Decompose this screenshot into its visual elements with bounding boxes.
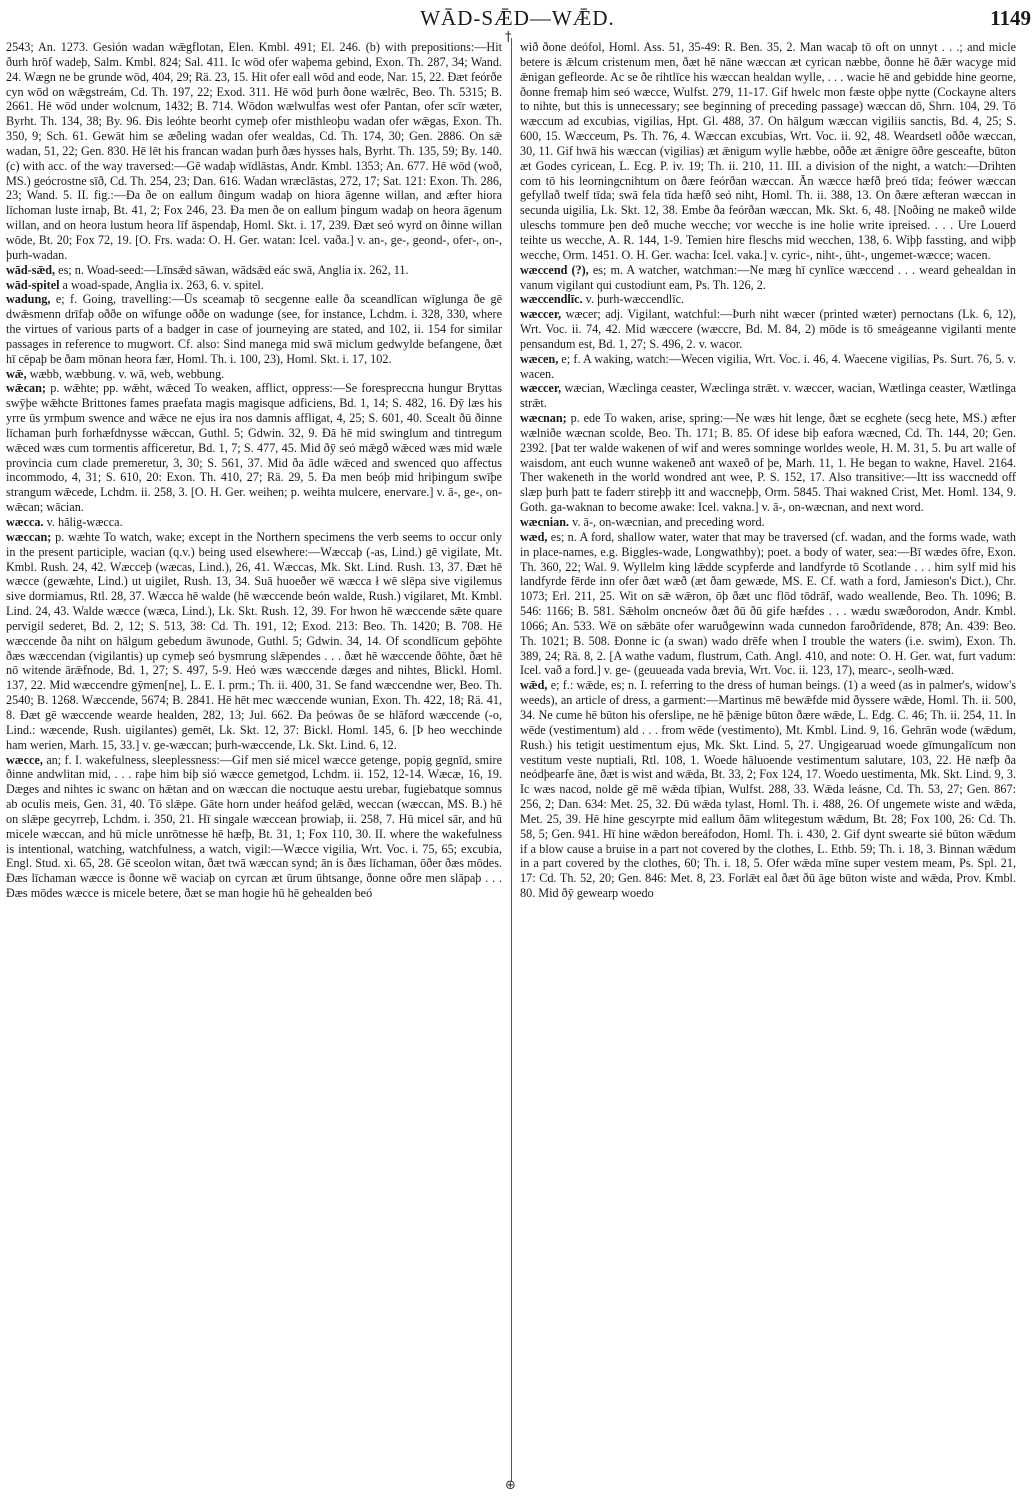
entry-text: e; f. Going, travelling:—Ūs sceamaþ tō secgenne ealle ða sceandlīcan wīglunga ðe gē dwǣsmenn drīfaþ oððe on wīfunge oððe on wadunge (see, for instance, Lchdm. i. 328, 330, where the virtues of various parts of a badger in case of journeying are stated, and 102, ii. 154 for similar passages in reference to mugwort. Cf. also: Sind manega mid swā miclum gedwylde befangene, ðæt hī cēpaþ be ðam mōnan heora fær, Homl. Th. i. 100, 23), Homl. Skt. i. 17, 102.: [6, 292, 502, 366]
page-header: [0, 4, 1035, 36]
entry-headword: wæccendlīc.: [520, 292, 583, 307]
entry-headword: wæccer,: [520, 307, 562, 322]
entry-text: wið ðone deófol, Homl. Ass. 51, 35-49: R. Ben. 35, 2. Man wacaþ tō oft on unnyt . . .; and micle betere is ǣlcum cristenum men, ðæt hē nāne wæccan æt cyrican næbbe, ðonne hē ðǣr wacyge mid ǣnigan gefleorde. Ac se ðe rihtlīce his wæccan healdan wylle, . . . wacie hē and gebidde hine georne, ðonne fremaþ him seó wæcce, Wulfst. 279, 11-17. Gif hwelc mon fæste oþþe nytte (Cockayne alters to nihte, but this is unnecessary; see beginning of preceding passage) wæccan dō, Shrn. 104, 29. Tō wæccum ad excubias, vigilias, Hpt. Gl. 488, 37. On hālgum wæccan vigiliis sanctis, Bd. 4, 25; S. 600, 15. Wæcceum, Ps. Th. 76, 4. Wæccan excubias, Wrt. Voc. ii. 92, 48. Weardsetl oððe wæccan, 30, 11. Gif hwā his wæccan (vigilias) æt ǣnigum wylle hæbbe, oððe æt ǣnigre ōðre gesceafte, būton æt Godes cyricean, L. Ecg. P. iv. 19; Th. ii. 210, 11. III. a division of the night, a watch:—Drihten com tō his leorningcnihtum on ðære feórðan wæccan. Ān wæcce hæfð þreó tīda; feówer wæccan gefyllað twelf tīda; swā fela tīda hæfð seó niht, Homl. Th. ii. 388, 13. On ðære æfteran wæccan in secunda uigilia, Lk. Skt. 12, 38. Embe ða feórðan wæccan, Mk. Skt. 6, 48. [Noðing ne makeð wilde uleschs tommure þen deð muche wecche; vor wecche is ine holie write ipreised. . . . Ure Louerd teihte us wecche, A. R. 144, 1-9. Temien hire fleschs mid wecchen, 138, 6. Wiþþ fassting, and wiþþ wecche, Orm. 1451. O. H. Ger. wacha: Icel. vaka.] v. cyric-, niht-, ūht-, ungemet-wæcce; wacen.: [520, 40, 1016, 262]
entry-headword: wæccend (?),: [520, 262, 589, 277]
entry-text: e; f. A waking, watch:—Wecen vigilia, Wrt. Voc. i. 46, 4. Waecene vigilias, Ps. Surt. 76, 5. v. wacen.: [520, 351, 1016, 381]
entry-text: p. ede To waken, arise, spring:—Ne wæs hit lenge, ðæt se ecghete (secg hete, MS.) æfter wælniðe wæcnan scolde, Beo. Th. 171; B. 85. Of idese biþ eafora wæcned, Cd. Th. 144, 20; Gen. 2392. [Þat ter walde wakenen of wif and weres somninge worldes weole, H. M. 31, 5. Þu art walle of waisdom, ant euch wunne wakeneð ant waxeð of þe, Marh. 11, 1. He began to wakne, Havel. 2164. Ther wakeneth in the world wondred ant wee, P. S. 152, 17. Also transitive:—Itt iss waccnedd off slæp þurh þatt te faderr stireþþ itt and waccneþþ, Orm. 5845. Thai wakned Crist, Met. Homl. 134, 9. Goth. ga-waknan to become awake: Icel. vakna.] v. ā-, on-wæcnan, and next word.: [520, 411, 1016, 515]
dictionary-entry: [6, 515, 502, 530]
entry-text: wæbb, wæbbung. v. wā, web, webbung.: [29, 366, 225, 381]
entry-text: p. wǣhte; pp. wǣht, wǣced To weaken, afflict, oppress:—Se forespreccna hungur Bryttas swȳþe wǣhcte Brittones fames praefata magis magisque adficiens, Bd. 1, 14; S. 482, 16. Ðȳ læs his yrre ūs yrmþum swence and wǣce ne ejus ira nos damnis affligat, 4, 25; S. 601, 40. Scealt ðū ðinne līchaman þurh forhæfdnysse wǣccan, Guthl. 5; Gdwin. 32, 9. Ðā hē mid swinglum and tintregum wǣced wæs cum tormentis afficeretur, Bd. 1, 7; S. 477, 45. Mid ðȳ seó mǣgð wǣced wæs mid wæle provincia cum clade premeretur, 3, 30; S. 561, 37. Mid ða ādle wǣced and swenced quo affectus incommodo, 4, 31; S. 610, 20: Exon. Th. 410, 27; Rä. 29, 5. Ða men beóþ mid hriþingum swīþe strangum wǣcede, Lchdm. ii. 258, 3. [O. H. Ger. weihen; p. weihta mulcere, enervare.] v. ā-, ge-, on-wǣcan; wācian.: [6, 381, 502, 515]
page-number: 1149: [990, 6, 1031, 30]
entry-headword: wæcen,: [520, 351, 559, 366]
entry-headword: wæd,: [520, 529, 548, 544]
entry-text: v. þurh-wæccendlīc.: [585, 292, 685, 307]
entry-text: an; f. I. wakefulness, sleeplessness:—Gif men sié micel wæcce getenge, popig gegnīd, smire ðinne andwlitan mid, . . . raþe him biþ sió wæcce gemetgod, Lchdm. ii. 152, 12-14. Wæcæ, 16, 19. Dæges and nihtes ic swanc on hǣtan and on wæccan die noctuque aestu urebar, fugiebatque somnus ab oculis meis, Gen. 31, 40. Tō slǣpe. Gāte horn under heáfod gelǣd, weccan (wæccan, MS. B.) hē on slǣpe gecyrreþ, Lchdm. i. 350, 21. Hī singale wæccean þrowiaþ, ii. 258, 7. Hū micel sār, and hū micele wæccan, and hū micle unrōtnesse hē hæfþ, Bt. 31, 1; Fox 110, 30. II. where the wakefulness is intentional, watching, watchfulness, a watch, vigil:—Wæcce vigilia, Wrt. Voc. i. 75, 65; excubia, Engl. Stud. xi. 65, 28. Gē sceolon witan, ðæt twā wæccan synd; ān is ðæs līchaman, ōðer ðæs mōdes. Ðæs līchaman wæcce is ðonne wē waciaþ on cyrcan æt ūrum ūhtsange, ðonne oðre men slāpaþ . . . Ðæs mōdes wæcce is micele betere, ðæt se man hogie hū hē gehealden beó: [6, 752, 502, 901]
entry-headword: wæcca.: [6, 515, 44, 529]
entry-headword: wæccer,: [520, 381, 562, 396]
register-cross-icon: †: [505, 30, 512, 45]
entry-text: e; f.: wǣde, es; n. I. referring to the dress of human beings. (1) a weed (as in palmer's, widow's weeds), an article of dress, a garment:—Martinus mē bewǣfde mid ðyssere wǣde, Homl. Th. ii. 500, 34. Ne cume hē būton his oferslipe, ne hē þǣnige būton ðære wǣde, L. Edg. C. 46; Th. ii. 254, 11. In wēde (vestimentum) ald . . . from wēde (vestimento), Mt. Kmbl. Lind. 9, 16. Gehrān wode (wǣdum, Rush.) his tetigit uestimentum ejus, Mk. Skt. Lind. 5, 27. Ungigearuad woede gīmungalīcum non vestitum veste nuptiali, Rtl. 108, 1. Woede hāluoende vestimentum salutare, 103, 22. Hē næfþ ða neódþearfe āne, ðæt is wist and wǣda, Bt. 33, 2; Fox 124, 17. Woedo uestimenta, Mk. Skt. Lind. 9, 3. Ic wæs nacod, nolde gē mē wǣda tīþian, Wulfst. 288, 33. Wǣda leásne, Cd. Th. 53, 27; Gen. 867: 256, 2; Dan. 634: Met. 25, 32. Ðū wǣda tylast, Homl. Th. i. 488, 26. Of ungemete wiste and wǣda, Met. 25, 39. Hē hine gescyrpte mid eallum ðām wlitegestum wǣdum, Bt. 28; Fox 100, 26: Cd. Th. 58, 5; Gen. 941. Hī hine wǣdon bereáfodon, Homl. Th. i. 430, 2. Gif dynt swearte sié būton wǣdum if a blow cause a bruise in a part not covered by the clothes, L. Ethb. 59; Th. i. 18, 3. Binnan wǣdum in a part covered by the clothes, 60; Th. i. 18, 5. Ofer wǣda mīne super vestem meam, Ps. Spl. 21, 17: Cd. Th. 52, 20; Gen. 846: Met. 8, 23. Forlǣt eal ðæt ðū āge būton wiste and wǣda, Prov. Kmbl. 80. Mid ðȳ gewearp woedo: [520, 678, 1016, 901]
dictionary-entry: [520, 515, 1016, 530]
entry-headword: wǣcan;: [6, 381, 46, 396]
left-column: [6, 40, 502, 1480]
entry-text: es; n. A ford, shallow water, water that may be traversed (cf. wadan, and the forms wade, wath in place-names, e.g. Biggles-wade, Longwathby); poet. a body of water, sea:—Bī wædes ōfre, Exon. Th. 360, 22; Wal. 9. Wyllelm king lǣdde scypferde and landfyrde tō Scotlande . . . him sylf mid his landfyrde fērde inn ofer ðæt wæð (æt ðam gewæde, MS. E. Cf. wath a ford, Jamieson's Dict.), Chr. 1073; Erl. 211, 25. Wit on sǣ wǣron, ōþ ðæt unc flōd tōdrāf, wado weallende, Beo. Th. 1096; B. 546: 1166; B. 581. Sǣholm oncneów ðæt ðū ðū gife hæfdes . . . wædu swæðorodon, Andr. Kmbl. 1066; An. 533. Wē on sǣbāte ofer waruðgewinn wada cunnedon faroðrīdende, 878; An. 439: Beo. Th. 1021; B. 508. Ðonne ic (a swan) wado drēfe when I trouble the waters (i.e. swim), Exon. Th. 389, 24; Rä. 8, 2. [A wathe vadum, flustrum, Cath. Angl. 410, and note: O. H. Ger. wat, furt vadum: Icel. vað a ford.] v. ge- (geuueada vada brevia, Wrt. Voc. ii. 123, 17), mearc-, seolh-wæd.: [520, 529, 1016, 678]
entry-text: 2543; An. 1273. Gesión wadan wǣgflotan, Elen. Kmbl. 491; El. 246. (b) with prepositions:—Hit ðurh hrōf wadeþ, Salm. Kmbl. 824; Sal. 411. Ic wōd ofer waþema gebind, Exon. Th. 287, 34; Wand. 24. Wægn ne be grunde wōd, 404, 29; Rä. 23, 15. Hit ofer eall wōd and eode, Nar. 15, 22. Ðæt feórðe cyn wōd on wǣgstreám, Cd. Th. 197, 22; Exod. 311. Hē wōd þurh ðone wælrēc, Beo. Th. 5315; B. 2661. Hē wōd under wolcnum, 1432; B. 714. Wōdon wælwulfas west ofer Pantan, ofer scīr wæter, Byrht. Th. 134, 38; By. 96. Ðis leóhte beorht cymeþ ofer misthleoþu wadan ofer wǣgas, Exon. Th. 350, 9; Sch. 61. Gewāt him se æðeling wadan ofer wealdas, Cd. Th. 174, 30; Gen. 2886. On sǣ wadan, 51, 22; Gen. 830. Hē lēt his francan wadan þurh ðæs hysses hals, Byrht. Th. 135, 59; By. 140. (c) with acc. of the way traversed:—Gē wadaþ wīdlāstas, Andr. Kmbl. 1353; An. 677. Hē wōd (woð, MS.) geócrostne sīð, Cd. Th. 254, 23; Dan. 616. Wadan wræclāstas, 272, 17; Sat. 121: Exon. Th. 286, 23; Wand. 5. II. fig.:—Ða ðe on eallum ðingum wadaþ on hiora āgenne willan, and æfter hiora līchoman luste irnaþ, Bt. 41, 2; Fox 246, 23. Ða men ðe on eallum þingum wadaþ on heora āgenum willan, and on heora lustum heora līf āspendaþ, Homl. Skt. i. 17, 239. Ðæt seó wyrd on ðinne willan wōde, Bt. 20; Fox 72, 19. [O. Frs. wada: O. H. Ger. watan: Icel. vaða.] v. an-, ge-, geond-, ofer-, on-, þurh-wadan.: [6, 40, 502, 262]
register-mark-icon: ⊕: [505, 1478, 516, 1493]
entry-headword: wād-spitel: [6, 277, 60, 292]
entry-headword: wǣd,: [520, 678, 548, 693]
entry-headword: wæccan;: [6, 529, 52, 544]
entry-text: v. ā-, on-wæcnian, and preceding word.: [572, 515, 765, 529]
dictionary-entry: [520, 263, 1016, 293]
entry-headword: wād-sǣd,: [6, 262, 56, 277]
entry-headword: wǣ,: [6, 366, 27, 381]
dictionary-entry: [6, 381, 502, 515]
entry-text: a woad-spade, Anglia ix. 263, 6. v. spitel.: [62, 277, 264, 292]
dictionary-entry: [520, 40, 1016, 263]
entry-text: wæcian, Wæclinga ceaster, Wæclinga strǣt. v. wæccer, wacian, Wætlinga ceaster, Wætlinga strǣt.: [520, 381, 1016, 411]
dictionary-entry: [520, 292, 1016, 307]
column-divider: [511, 38, 512, 1482]
entry-text: wæcer; adj. Vigilant, watchful:—Þurh niht wæcer (printed wæter) pernoctans (Lk. 6, 12), Wrt. Voc. ii. 74, 42. Mid wæccere (wæccre, Bd. M. 84, 2) mōde is tō smeágeanne vigilanti mente pensandum est, Bd. 1, 27; S. 496, 2. v. wacor.: [520, 307, 1016, 351]
entry-headword: wæcnian.: [520, 515, 570, 529]
dictionary-entry: [6, 263, 502, 278]
dictionary-entry: [520, 307, 1016, 352]
entry-headword: wæcnan;: [520, 411, 567, 426]
dictionary-entry: [520, 530, 1016, 678]
dictionary-entry: [520, 678, 1016, 901]
dictionary-entry: [6, 40, 502, 263]
dictionary-entry: [6, 367, 502, 382]
dictionary-entry: [6, 530, 502, 753]
dictionary-entry: [520, 381, 1016, 411]
entry-text: p. wæhte To watch, wake; except in the Northern specimens the verb seems to occur only in the present participle, wacian (q.v.) being used elsewhere:—Wæccaþ (-as, Lind.) gē vigilate, Mt. Kmbl. Rush. 24, 42. Wæcceþ (wæcas, Lind.), 26, 41. Wæccas, Mk. Skt. Lind. Rush. 13, 37. Ðæt hē wæcce (gewæhte, Lind.) ut uigilet, Rush. 13, 34. Suā huoeðer wē wæcca ł wē slēpa sive vigilemus sive dormiamus, Rtl. 28, 37. Wæcca hē walde (hē wæccende beón walde, Rush.) vigilaret, Mt. Kmbl. Lind. 24, 43. Walde wæcce (wæca, Lind.), Lk. Skt. Rush. 12, 39. For hwon hē wæccende sǣte quare pervigil sederet, Bd. 2, 12; S. 513, 38: Cd. Th. 191, 12; Exod. 213: Beo. Th. 1420; B. 708. Hē wæccende ða niht on hālgum gebedum āwunode, Guthl. 5; Gdwin. 34, 14. Of scondlīcum geþōhte ðæs wæccendan (vigilantis) up cymeþ seó bysmrung slǣpendes . . . ðæt hē wæccende ðōhte, ðæt hē nō witende ārǣfnode, Bd. 1, 27; S. 497, 5-9. Heó wæs wæccende dæges and nihtes, Blickl. Homl. 137, 22. Mid wæccendre gȳmen[ne], L. E. I. prm.; Th. ii. 400, 31. Se fand wæccendne wer, Beo. Th. 2540; B. 1268. Wæccende, 5674; B. 2841. Hē hēt mec wæccende wunian, Exon. Th. 422, 18; Rä. 41, 8. Ðæt gē wæccende wearde healden, 282, 13; Jul. 662. Ða þeówas ðe se hlāford wæccende (-o, Lind.: wæcende, Rush. uigilantes) gemēt, Lk. Skt. 12, 37: Bickl. Homl. 145, 6. [Þ heo wecchinde ham werien, Marh. 15, 33.] v. ge-wæccan; þurh-wæccende, Lk. Skt. Lind. 6, 12.: [6, 529, 502, 752]
dictionary-entry: [6, 278, 502, 293]
entry-text: v. hālig-wæcca.: [46, 515, 123, 529]
dictionary-entry: [520, 352, 1016, 382]
entry-text: es; n. Woad-seed:—Līnsǣd sāwan, wādsǣd eác swā, Anglia ix. 262, 11.: [58, 262, 409, 277]
entry-text: es; m. A watcher, watchman:—Ne mæg hī cynlīce wæccend . . . weard gehealdan in vanum vigilant qui custodiunt eam, Ps. Th. 126, 2.: [520, 262, 1016, 292]
entry-headword: wæcce,: [6, 752, 43, 767]
right-column: [520, 40, 1016, 1480]
dictionary-entry: [6, 292, 502, 366]
running-head: WĀD-SǢD—WǢD.: [420, 6, 615, 30]
dictionary-entry: [6, 753, 502, 901]
entry-headword: wadung,: [6, 292, 51, 307]
dictionary-entry: [520, 411, 1016, 515]
